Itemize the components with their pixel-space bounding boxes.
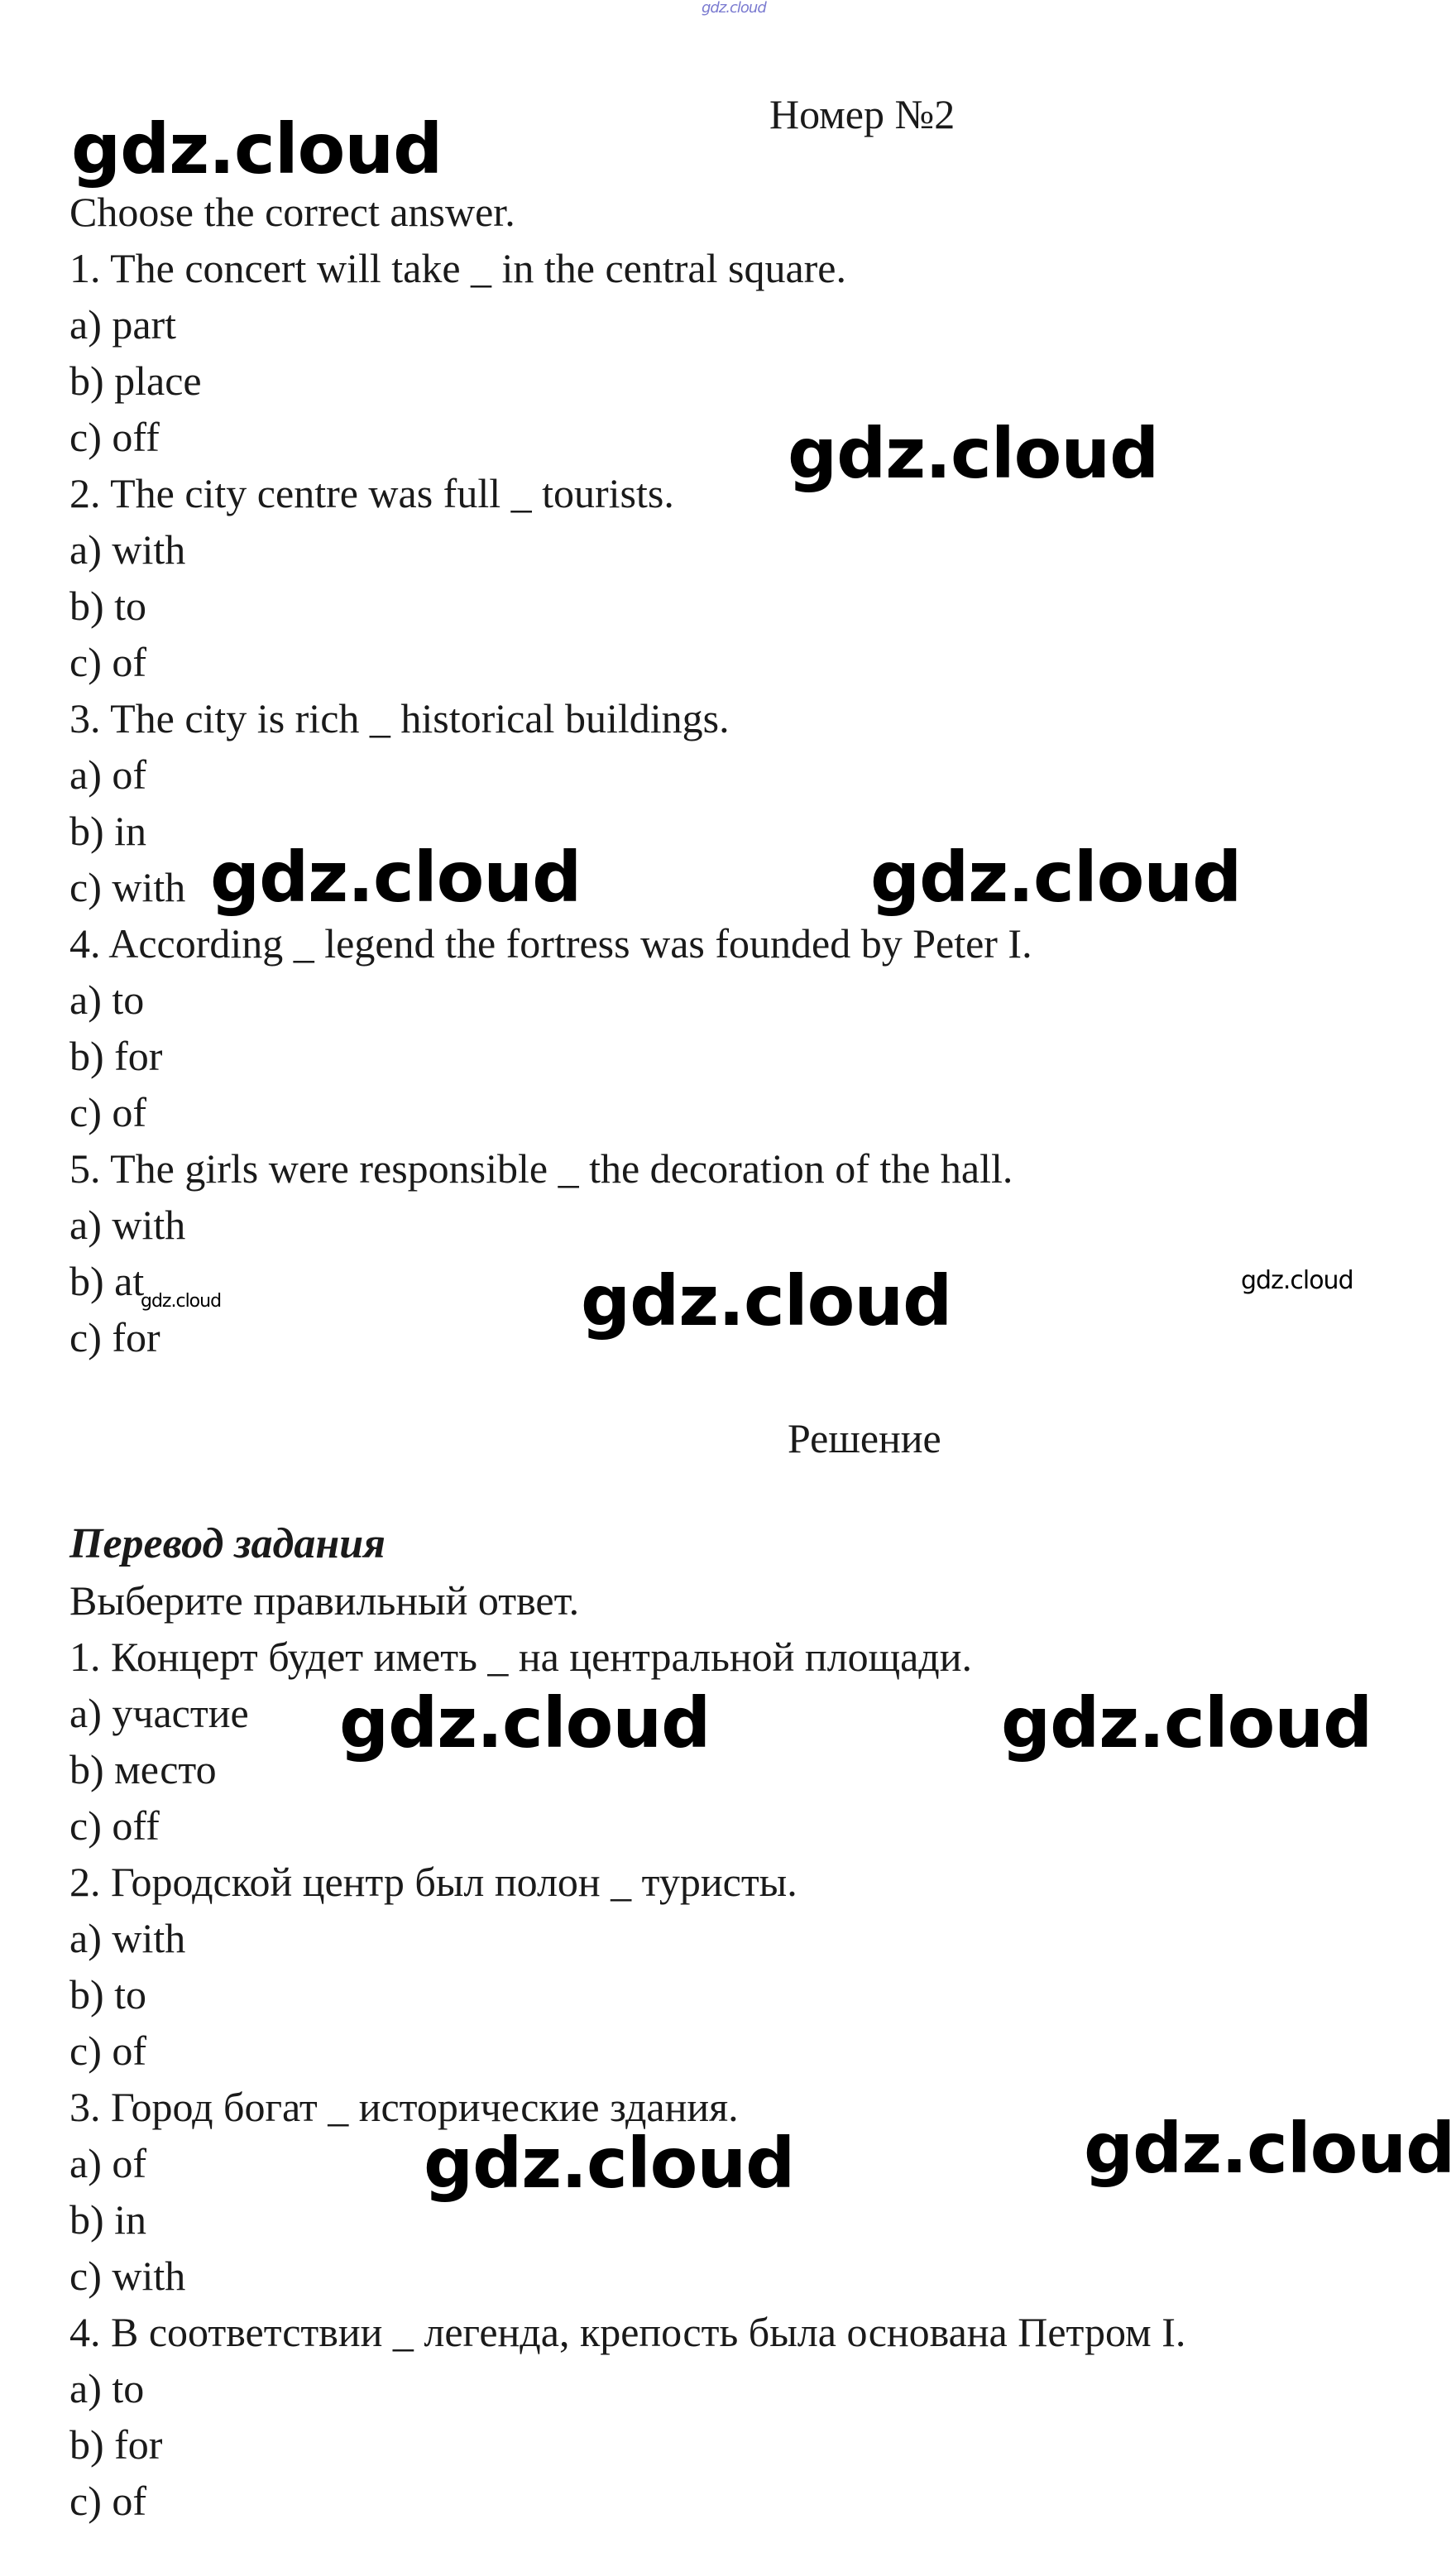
- watermark: gdz.cloud: [424, 2123, 795, 2204]
- option: a) part: [69, 301, 177, 348]
- option: b) place: [69, 357, 202, 404]
- option: b) at: [69, 1258, 145, 1304]
- option: a) of: [69, 751, 146, 798]
- option: a) участие: [69, 1690, 249, 1736]
- option: a) with: [69, 1915, 186, 1961]
- watermark: gdz.cloud: [581, 1260, 952, 1341]
- question-5: 5. The girls were responsible _ the decoration of the hall.: [69, 1145, 1013, 1192]
- option: c) of: [69, 639, 146, 685]
- watermark: gdz.cloud: [141, 1291, 222, 1312]
- question-2: 2. The city centre was full _ tourists.: [69, 470, 674, 516]
- option: a) to: [69, 976, 145, 1023]
- watermark: gdz.cloud: [788, 413, 1159, 494]
- option: c) off: [69, 414, 160, 460]
- option: a) with: [69, 526, 186, 573]
- translation-title: Перевод задания: [69, 1520, 386, 1567]
- watermark: gdz.cloud: [71, 108, 443, 190]
- option: b) to: [69, 583, 147, 629]
- option: c) of: [69, 1089, 146, 1135]
- translation-question-2: 2. Городской центр был полон _ туристы.: [69, 1859, 797, 1905]
- option: b) in: [69, 808, 147, 854]
- option: c) with: [69, 864, 186, 910]
- translation-instruction: Выберите правильный ответ.: [69, 1577, 580, 1624]
- option: b) for: [69, 2421, 163, 2468]
- question-1: 1. The concert will take _ in the central square.: [69, 245, 846, 291]
- page-title: Номер №2: [769, 91, 956, 137]
- translation-question-4: 4. В соответствии _ легенда, крепость была основана Петром I.: [69, 2309, 1186, 2355]
- watermark: gdz.cloud: [339, 1682, 711, 1763]
- translation-question-3: 3. Город богат _ исторические здания.: [69, 2084, 739, 2130]
- translation-question-1: 1. Концерт будет иметь _ на центральной площади.: [69, 1634, 972, 1680]
- option: c) off: [69, 1802, 160, 1849]
- question-3: 3. The city is rich _ historical buildings.: [69, 695, 730, 741]
- option: c) for: [69, 1314, 160, 1360]
- top-watermark: gdz.cloud: [702, 0, 766, 17]
- option: a) with: [69, 1202, 186, 1248]
- option: a) to: [69, 2365, 145, 2411]
- option: c) of: [69, 2478, 146, 2524]
- watermark: gdz.cloud: [870, 837, 1242, 918]
- watermark: gdz.cloud: [1084, 2108, 1455, 2189]
- option: b) место: [69, 1746, 217, 1792]
- watermark: gdz.cloud: [1241, 1266, 1353, 1295]
- option: b) in: [69, 2196, 147, 2243]
- solution-heading: Решение: [788, 1415, 941, 1461]
- option: b) for: [69, 1033, 163, 1079]
- task-instruction: Choose the correct answer.: [69, 189, 515, 235]
- option: b) to: [69, 1971, 147, 2018]
- watermark: gdz.cloud: [1001, 1682, 1372, 1763]
- watermark: gdz.cloud: [210, 837, 582, 918]
- option: c) with: [69, 2253, 186, 2299]
- option: c) of: [69, 2027, 146, 2074]
- question-4: 4. According _ legend the fortress was founded by Peter I.: [69, 920, 1032, 967]
- option: a) of: [69, 2140, 146, 2186]
